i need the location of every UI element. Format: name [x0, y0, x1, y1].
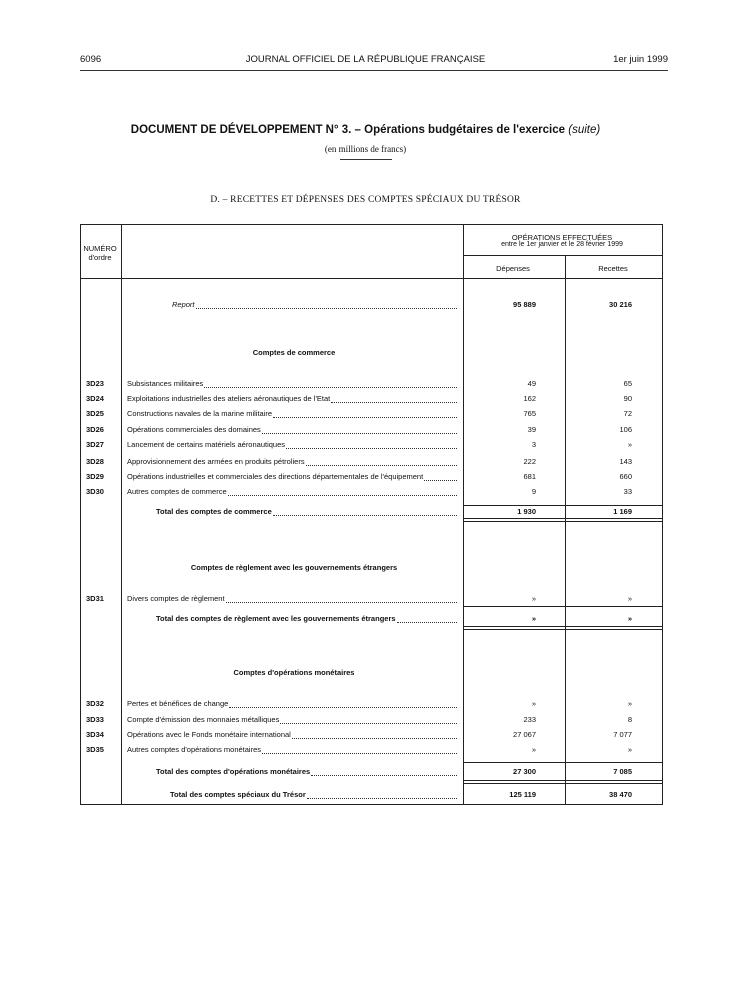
row-recettes: 72	[623, 409, 632, 418]
row-depenses: »	[531, 594, 536, 603]
total-reglement-recettes: »	[627, 614, 632, 623]
total-row-monetaires: Total des comptes d'opérations monétaires	[156, 767, 457, 776]
row-label: Exploitations industrielles des ateliers aéronautiques de l'Etat	[127, 394, 457, 403]
row-recettes: 8	[627, 715, 632, 724]
row-code: 3D26	[86, 425, 104, 434]
row-code: 3D24	[86, 394, 104, 403]
total-row-commerce: Total des comptes de commerce	[156, 507, 457, 516]
row-depenses: »	[531, 699, 536, 708]
section-heading: D. – RECETTES ET DÉPENSES DES COMPTES SPÉCIAUX DU TRÉSOR	[210, 195, 521, 205]
grand-total-recettes: 38 470	[609, 790, 632, 799]
row-depenses: 39	[527, 425, 536, 434]
group-title-commerce: Comptes de commerce	[252, 348, 336, 357]
group-title-reglement: Comptes de règlement avec les gouvernements étrangers	[190, 563, 398, 572]
row-code: 3D25	[86, 409, 104, 418]
row-label: Subsistances militaires	[127, 379, 457, 388]
report-label: Report	[172, 300, 195, 309]
row-depenses: 222	[523, 457, 536, 466]
row-label: Pertes et bénéfices de change	[127, 699, 457, 708]
report-row-label	[172, 300, 457, 309]
row-depenses: 49	[527, 379, 536, 388]
row-code: 3D32	[86, 699, 104, 708]
row-recettes: »	[627, 440, 632, 449]
row-recettes: 660	[619, 472, 632, 481]
row-depenses: 162	[523, 394, 536, 403]
issue-date: 1er juin 1999	[613, 54, 668, 65]
total-rule-1b	[463, 518, 662, 519]
col-recettes-header: Recettes	[598, 264, 628, 273]
row-code: 3D28	[86, 457, 104, 466]
col-numero-line1: NUMÉRO	[83, 244, 117, 253]
row-label: Opérations avec le Fonds monétaire international	[127, 730, 457, 739]
header-rule	[80, 70, 668, 71]
title-ornament	[340, 159, 392, 160]
total-rule-3a	[463, 762, 662, 763]
total-commerce-recettes: 1 169	[613, 507, 632, 516]
row-label: Lancement de certains matériels aéronautiques	[127, 440, 457, 449]
group-title-monetaires: Comptes d'opérations monétaires	[233, 668, 355, 677]
row-recettes: 106	[619, 425, 632, 434]
total-rule-2b	[463, 626, 662, 627]
row-recettes: 143	[619, 457, 632, 466]
row-depenses: 9	[531, 487, 536, 496]
row-depenses: 3	[531, 440, 536, 449]
row-depenses: 765	[523, 409, 536, 418]
total-rule-2c	[463, 629, 662, 630]
row-depenses: 27 067	[513, 730, 536, 739]
ops-subtitle: entre le 1er janvier et le 28 février 1999	[501, 241, 623, 248]
row-recettes: 65	[623, 379, 632, 388]
row-depenses: 233	[523, 715, 536, 724]
col-divider-numero	[121, 225, 122, 804]
row-code: 3D30	[86, 487, 104, 496]
row-label: Opérations industrielles et commerciales des directions départementales de l'équipement	[127, 472, 457, 481]
total-rule-2a	[463, 606, 662, 607]
report-depenses: 95 889	[513, 300, 536, 309]
row-code: 3D35	[86, 745, 104, 754]
unit-note: (en millions de francs)	[324, 144, 407, 154]
row-label: Divers comptes de règlement	[127, 594, 457, 603]
document-title-suffix: (suite)	[568, 124, 601, 136]
total-reglement-depenses: »	[531, 614, 536, 623]
total-rule-3c	[463, 783, 662, 784]
row-label: Approvisionnement des armées en produits pétroliers	[127, 457, 457, 466]
journal-title: JOURNAL OFFICIEL DE LA RÉPUBLIQUE FRANÇAISE	[245, 54, 486, 65]
row-recettes: »	[627, 699, 632, 708]
row-code: 3D27	[86, 440, 104, 449]
header-bottom-rule	[81, 278, 662, 279]
grand-total-depenses: 125 119	[509, 790, 536, 799]
total-rule-1a	[463, 505, 662, 506]
total-row-reglement: Total des comptes de règlement avec les gouvernements étrangers	[156, 614, 457, 623]
row-label: Constructions navales de la marine militaire	[127, 409, 457, 418]
row-code: 3D29	[86, 472, 104, 481]
total-commerce-depenses: 1 930	[517, 507, 536, 516]
total-rule-1c	[463, 521, 662, 522]
row-code: 3D33	[86, 715, 104, 724]
ops-title: OPÉRATIONS EFFECTUÉES	[511, 233, 613, 242]
row-recettes: »	[627, 745, 632, 754]
col-depenses-header: Dépenses	[496, 264, 530, 273]
row-label: Compte d'émission des monnaies métalliques	[127, 715, 457, 724]
row-depenses: 681	[523, 472, 536, 481]
total-monetaires-recettes: 7 085	[613, 767, 632, 776]
grand-total-row: Total des comptes spéciaux du Trésor	[170, 790, 457, 799]
row-code: 3D23	[86, 379, 104, 388]
row-recettes: 33	[623, 487, 632, 496]
col-numero-header	[80, 244, 120, 262]
row-recettes: »	[627, 594, 632, 603]
report-recettes: 30 216	[609, 300, 632, 309]
row-recettes: 7 077	[613, 730, 632, 739]
row-label: Autres comptes d'opérations monétaires	[127, 745, 457, 754]
total-rule-3b	[463, 780, 662, 781]
row-code: 3D34	[86, 730, 104, 739]
page-number: 6096	[80, 54, 102, 65]
document-title	[0, 124, 731, 136]
row-code: 3D31	[86, 594, 104, 603]
document-title-main: DOCUMENT DE DÉVELOPPEMENT N° 3. – Opérations budgétaires de l'exercice	[130, 124, 566, 136]
row-label: Autres comptes de commerce	[127, 487, 457, 496]
col-numero-line2: d'ordre	[88, 253, 112, 262]
total-monetaires-depenses: 27 300	[513, 767, 536, 776]
row-recettes: 90	[623, 394, 632, 403]
row-label: Opérations commerciales des domaines	[127, 425, 457, 434]
ops-header-rule	[463, 255, 662, 256]
row-depenses: »	[531, 745, 536, 754]
